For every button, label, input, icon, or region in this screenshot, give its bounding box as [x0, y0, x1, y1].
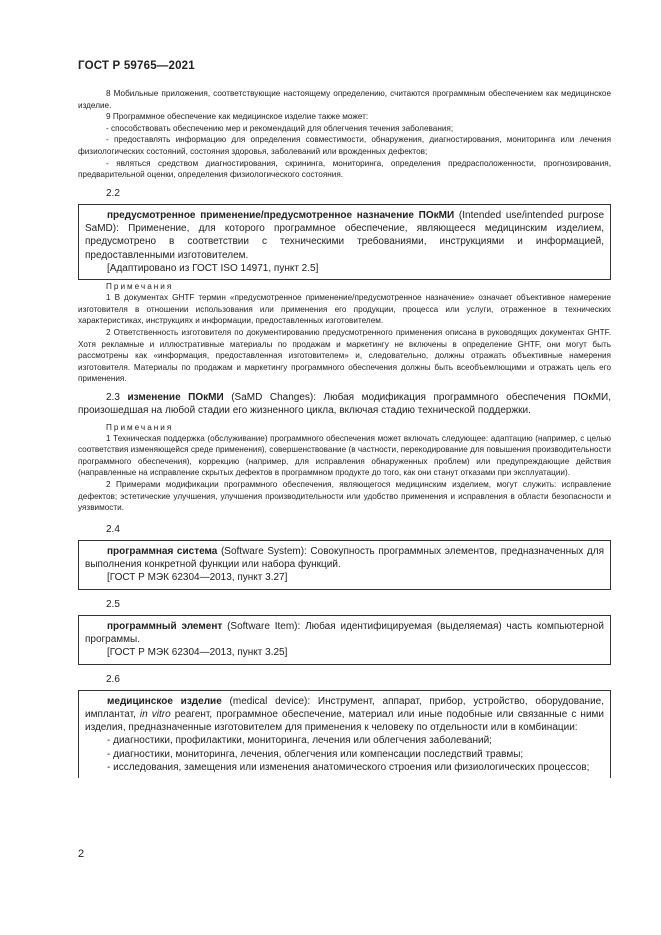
term-2-3: изменение ПОкМИ [127, 391, 224, 403]
definition-text-2-2: (Intended use/intended purpose SaMD): Применение, для которого программное обеспечение, являющееся медицинским изделием, предусмотрено в соответствии с техническими требованиями, инструкциями и информацией, предоставленными изготовителем. [85, 209, 604, 261]
term-2-2: предусмотренное применение/предусмотренное назначение ПОкМИ [107, 209, 455, 221]
definition-2-3 [78, 391, 611, 418]
list-item: - исследования, замещения или изменения анатомического строения или физиологических процессов; [107, 762, 590, 773]
definition-2-4 [85, 545, 604, 572]
definition-2-5 [85, 620, 604, 647]
definition-box-2-6 [78, 690, 611, 779]
source-2-4: [ГОСТ Р МЭК 62304—2013, пункт 3.27] [107, 572, 288, 584]
definition-text-2-5: (Software Item): Любая идентифицируемая (выделяемая) часть компьютерной программы. [85, 620, 605, 645]
definition-box-2-4 [78, 540, 611, 590]
term-2-6: медицинское изделие [107, 695, 222, 707]
section-number-2-6: 2.6 [106, 673, 120, 685]
term-2-5: программный элемент [107, 620, 223, 632]
note-2-3-2: 2 Примерами модификации программного обеспечения, являющегося медицинским изделием, могут служить: исправление дефектов; эстетические улучшения, улучшения производительности или удобство применения и исправления в области безопасности и уязвимости. [78, 479, 611, 513]
source-2-2: [Адаптировано из ГОСТ ISO 14971, пункт 2.5] [107, 262, 319, 274]
section-number-2-3: 2.3 [106, 391, 120, 403]
page-number: 2 [78, 848, 85, 860]
definition-box-2-5 [78, 615, 611, 665]
section-number-2-2: 2.2 [106, 187, 120, 199]
definition-2-2 [85, 209, 604, 262]
definition-text-2-3: (SaMD Changes): Любая модификация программного обеспечения ПОкМИ, произошедшая на любой стадии его жизненного цикла, включая стадию технической поддержки. [78, 391, 612, 417]
definition-box-2-2 [78, 204, 611, 280]
definition-text-2-4: (Software System): Совокупность программных элементов, предназначенных для выполнения конкретной функции или набора функций. [85, 545, 604, 571]
note-8: 8 Мобильные приложения, соответствующие настоящему определению, считаются программным обеспечением как медицинское изделие. [78, 89, 611, 110]
list-item: - способствовать обеспечению мер и рекомендаций для облегчения течения заболевания; [106, 123, 454, 133]
note-2-3-1: 1 Техническая поддержка (обслуживание) программного обеспечения может включать следующее: адаптацию (например, с целью соответствия изменяющейся среде применения), совершенствование (в частности, перекодирование для повышения производительности программного обеспечения), коррекцию (например, для исправления обнаруженных проблем) или предупреждающие действия (направленные на исправление скрытых дефектов в программном продукте до того, как они станут отказами при эксплуатации). [78, 433, 611, 478]
in-vitro-term: in vitro [139, 708, 171, 720]
notes-title-2-2: Примечания [106, 282, 174, 292]
note-2-2-2: 2 Ответственность изготовителя по документированию предусмотренного применения описана в руководящих документах GHTF. Хотя рекламные и иллюстративные материалы по продажам и маркетингу не включены в определение GHTF, они могут быть рассмотрены как «информация, предоставленная изготовителем» и, следовательно, должны отражать объективные намерения изготовителя. Материалы по продажам и маркетингу программного обеспечения должны быть всеобъемлющими и отражать цель его применения. [78, 328, 611, 384]
source-2-5: [ГОСТ Р МЭК 62304—2013, пункт 3.25] [107, 647, 288, 659]
page-content [78, 88, 611, 778]
note-2-2-1: 1 В документах GHTF термин «предусмотренное применение/предусмотренное назначение» означает объективное намерение изготовителя в отношении использования или применения его продукции, процесса или услуги, отраженное в технических характеристиках, инструкциях и информации, предоставленных изготовителем. [78, 293, 611, 326]
notes-title-2-3: Примечания [106, 422, 174, 432]
term-2-4: программная система [107, 545, 218, 557]
list-item: - являться средством диагностирования, скрининга, мониторинга, определения предрасположенности, прогнозирования, предварительной оценки, определения физиологического состояния. [78, 158, 611, 180]
section-number-2-4: 2.4 [106, 523, 120, 535]
note-9: 9 Программное обеспечение как медицинское изделие также может: [106, 112, 369, 122]
list-item: - предоставлять информацию для определения совместимости, обнаружения, диагностирования, мониторинга или лечения физиологических состояний, состояния здоровья, заболеваний или врожденных дефектов; [78, 135, 611, 156]
section-number-2-5: 2.5 [106, 598, 120, 610]
list-item: - диагностики, профилактики, мониторинга, лечения или облегчения заболеваний; [107, 735, 492, 747]
definition-2-6 [85, 695, 604, 735]
definition-text-2-6b: реагент, программное обеспечение, материал или иные подобные или связанные с ними изделия, предназначенные изготовителем для применения к человеку по отдельности или в комбинации: [85, 708, 604, 734]
document-header: ГОСТ Р 59765—2021 [78, 60, 195, 72]
list-item: - диагностики, мониторинга, лечения, облегчения или компенсации последствий травмы; [107, 748, 524, 760]
definition-text-2-6a: (medical device): Инструмент, аппарат, прибор, устройство, оборудование, имплантат, [85, 695, 604, 720]
